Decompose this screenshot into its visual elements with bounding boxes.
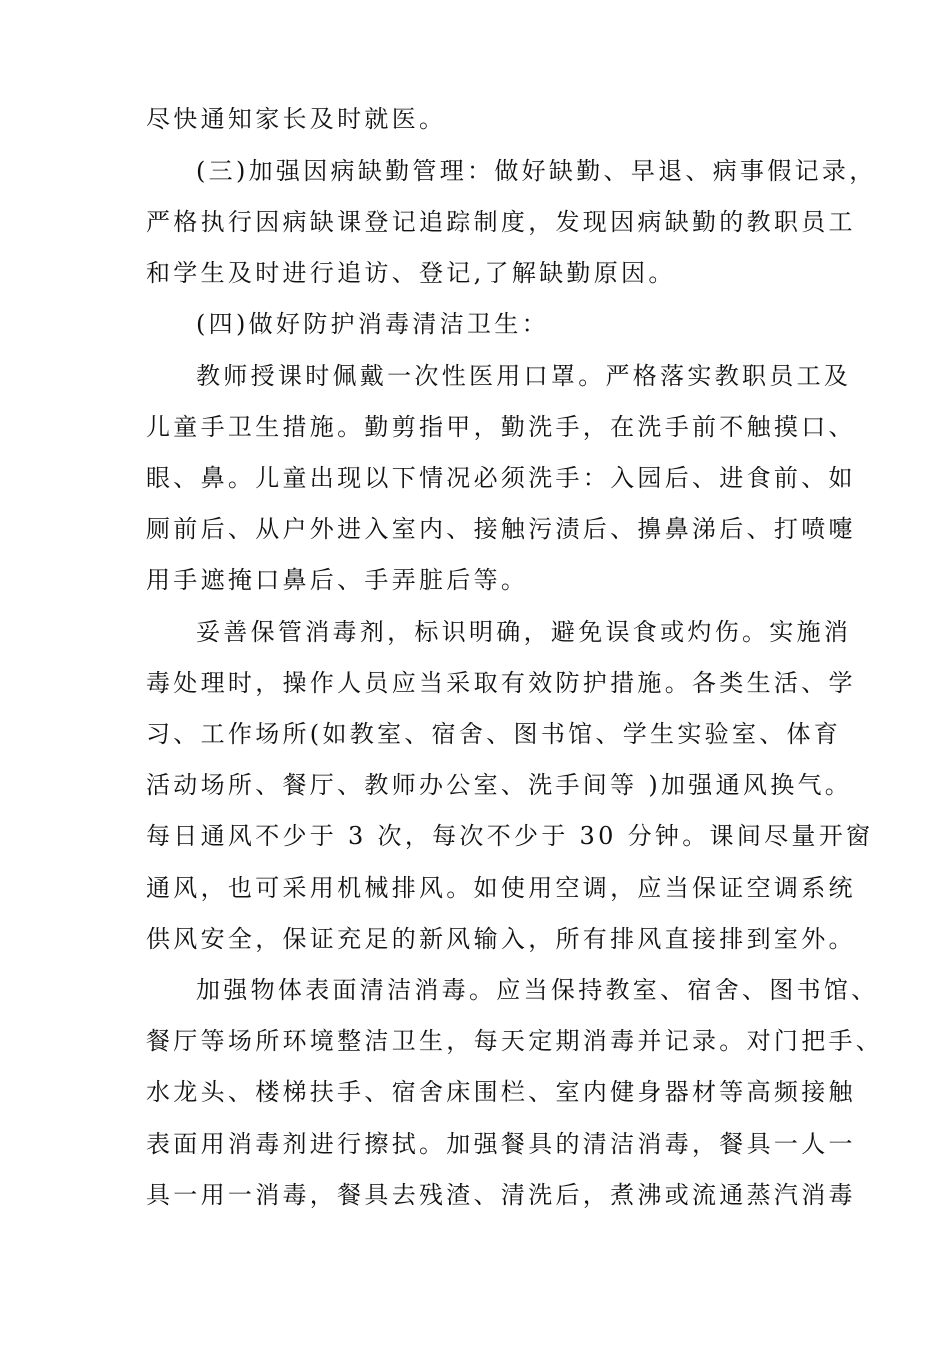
- text-line: 具一用一消毒，餐具去残渣、清洗后，煮沸或流通蒸汽消毒: [146, 1181, 856, 1209]
- text-line: (四)做好防护消毒清洁卫生：: [196, 310, 549, 338]
- text-line: 妥善保管消毒剂，标识明确，避免误食或灼伤。实施消: [196, 618, 852, 646]
- text-line: 水龙头、楼梯扶手、宿舍床围栏、室内健身器材等高频接触: [146, 1078, 856, 1106]
- text-line: 尽快通知家长及时就医。: [146, 105, 447, 133]
- text-line: 和学生及时进行追访、登记,了解缺勤原因。: [146, 259, 676, 287]
- text-line: 供风安全，保证充足的新风输入，所有排风直接排到室外。: [146, 925, 856, 953]
- text-line: 用手遮掩口鼻后、手弄脏后等。: [146, 566, 529, 594]
- text-line: 加强物体表面清洁消毒。应当保持教室、宿舍、图书馆、: [196, 976, 879, 1004]
- text-line: (三)加强因病缺勤管理：做好缺勤、早退、病事假记录，: [196, 157, 877, 185]
- text-line: 餐厅等场所环境整洁卫生，每天定期消毒并记录。对门把手、: [146, 1027, 884, 1055]
- text-line: 教师授课时佩戴一次性医用口罩。严格落实教职员工及: [196, 362, 852, 390]
- text-line: 表面用消毒剂进行擦拭。加强餐具的清洁消毒，餐具一人一: [146, 1130, 856, 1158]
- text-line: 活动场所、餐厅、教师办公室、洗手间等 )加强通风换气。: [146, 771, 853, 799]
- text-line: 每日通风不少于 3 次，每次不少于 30 分钟。课间尽量开窗: [146, 822, 874, 850]
- text-line: 儿童手卫生措施。勤剪指甲，勤洗手，在洗手前不触摸口、: [146, 413, 856, 441]
- text-line: 眼、鼻。儿童出现以下情况必须洗手：入园后、进食前、如: [146, 464, 856, 492]
- text-line: 严格执行因病缺课登记追踪制度，发现因病缺勤的教职员工: [146, 208, 856, 236]
- text-line: 通风，也可采用机械排风。如使用空调，应当保证空调系统: [146, 874, 856, 902]
- text-line: 习、工作场所(如教室、宿舍、图书馆、学生实验室、体育: [146, 720, 842, 748]
- text-line: 厕前后、从户外进入室内、接触污渍后、擤鼻涕后、打喷嚏: [146, 515, 856, 543]
- text-line: 毒处理时，操作人员应当采取有效防护措施。各类生活、学: [146, 669, 856, 697]
